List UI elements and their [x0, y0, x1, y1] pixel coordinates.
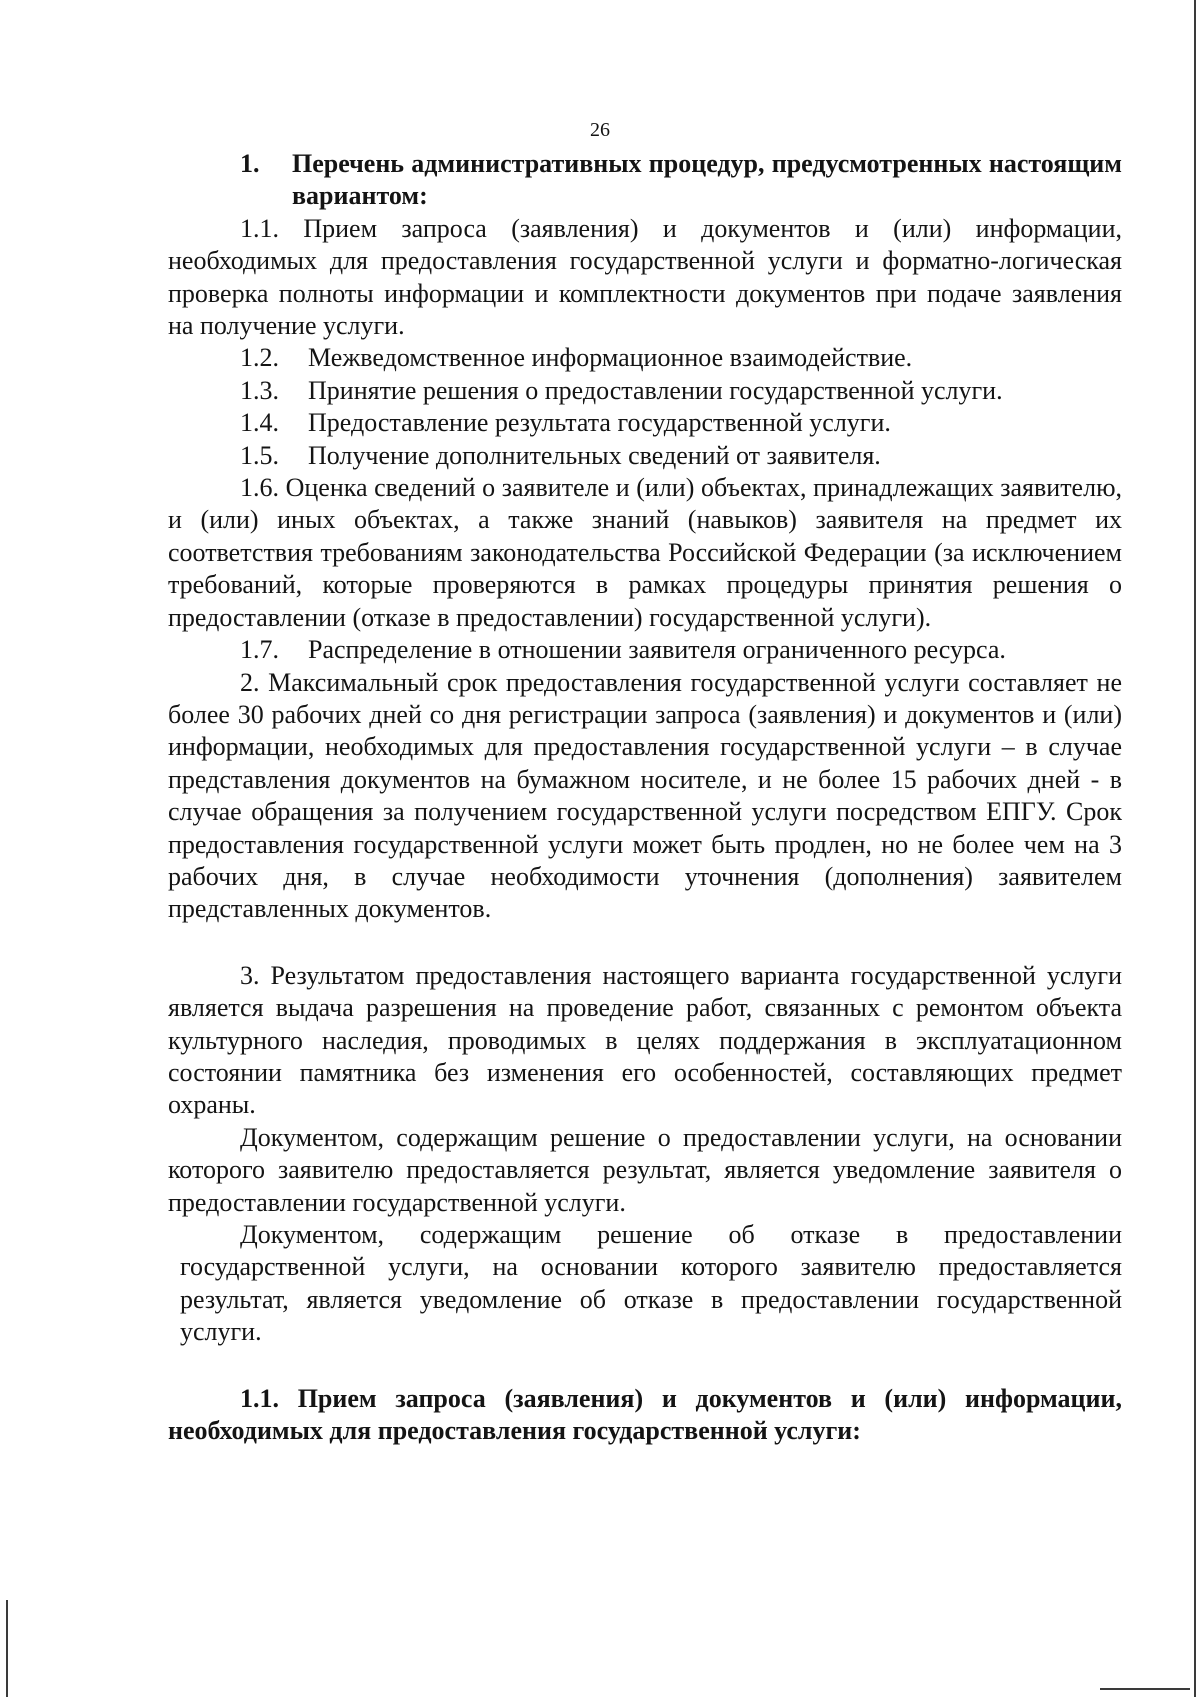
list-item-number: 1.3. [240, 375, 279, 405]
list-item-number: 1.5. [240, 440, 279, 470]
list-item-number: 1.2. [240, 343, 279, 373]
paragraph-decision-refused: Документом, содержащим решение об отказе в предоставлении государственной услуги, на основании которого заявителю предоставляется результат, является уведомление об отказе в предоставлении государственной услуги. [180, 1220, 1122, 1347]
paragraph-1-6: 1.6. Оценка сведений о заявителе и (или) объектах, принадлежащих заявителю, и (или) иных объектах, а также знаний (навыков) заявителя на предмет их соответствия требованиям законодательства Российской Федерации (за исключением требований, которые проверяются в рамках процедуры принятия решения о предоставлении (отказе в предоставлении) государственной услуги). [168, 473, 1122, 632]
paragraph-3: 3. Результатом предоставления настоящего варианта государственной услуги является выдача разрешения на проведение работ, связанных с ремонтом объекта культурного наследия, проводимых в целях поддержания в эксплуатационном состоянии памятника без изменения его особенностей, составляющих предмет охраны. [168, 960, 1122, 1120]
paragraph-1-1: 1.1. Прием запроса (заявления) и документов и (или) информации, необходимых для предоставления государственной услуги и форматно-логическая проверка полноты информации и комплектности документов при подаче заявления на получение услуги. [168, 213, 1122, 341]
list-item [168, 634, 1122, 666]
list-item [168, 440, 1122, 472]
list-item [168, 375, 1122, 407]
list-item [168, 407, 1122, 439]
list-item-text: Получение дополнительных сведений от заявителя. [308, 440, 881, 470]
document-body [168, 148, 1122, 1447]
section-heading-number: 1. [240, 149, 260, 178]
paragraph-spacer [168, 1349, 1122, 1383]
paragraph-decision-granted: Документом, содержащим решение о предоставлении услуги, на основании которого заявителю предоставляется результат, является уведомление заявителя о предоставлении государственной услуги. [168, 1122, 1122, 1217]
list-item-number: 1.7. [240, 635, 279, 665]
paragraph-spacer [168, 926, 1122, 960]
list-item-text: Распределение в отношении заявителя ограниченного ресурса. [308, 635, 1006, 665]
list-item-text: Принятие решения о предоставлении государственной услуги. [308, 375, 1003, 405]
list-item-text: Предоставление результата государственной услуги. [308, 408, 891, 438]
section-heading-text: Перечень административных процедур, предусмотренных настоящим вариантом: [292, 149, 1122, 211]
page-number: 26 [590, 119, 610, 141]
list-item [168, 342, 1122, 374]
scan-edge-line [1100, 1688, 1190, 1690]
paragraph-2: 2. Максимальный срок предоставления государственной услуги составляет не более 30 рабочих дней со дня регистрации запроса (заявления) и документов и (или) информации, необходимых для предоставления государственной услуги – в случае представления документов на бумажном носителе, и не более 15 рабочих дней - в случае обращения за получением государственной услуги посредством ЕПГУ. Срок предоставления государственной услуги может быть продлен, но не более чем на 3 рабочих дня, в случае необходимости уточнения (дополнения) заявителем представленных документов. [168, 667, 1122, 924]
section-heading-1 [168, 148, 1122, 213]
scan-edge-line [6, 1600, 8, 1697]
scan-edge-line [1194, 0, 1196, 1697]
list-item-text: Межведомственное информационное взаимодействие. [308, 343, 913, 373]
section-heading-2: 1.1. Прием запроса (заявления) и документов и (или) информации, необходимых для предоставления государственной услуги: [168, 1383, 1122, 1446]
list-item-number: 1.4. [240, 408, 279, 438]
